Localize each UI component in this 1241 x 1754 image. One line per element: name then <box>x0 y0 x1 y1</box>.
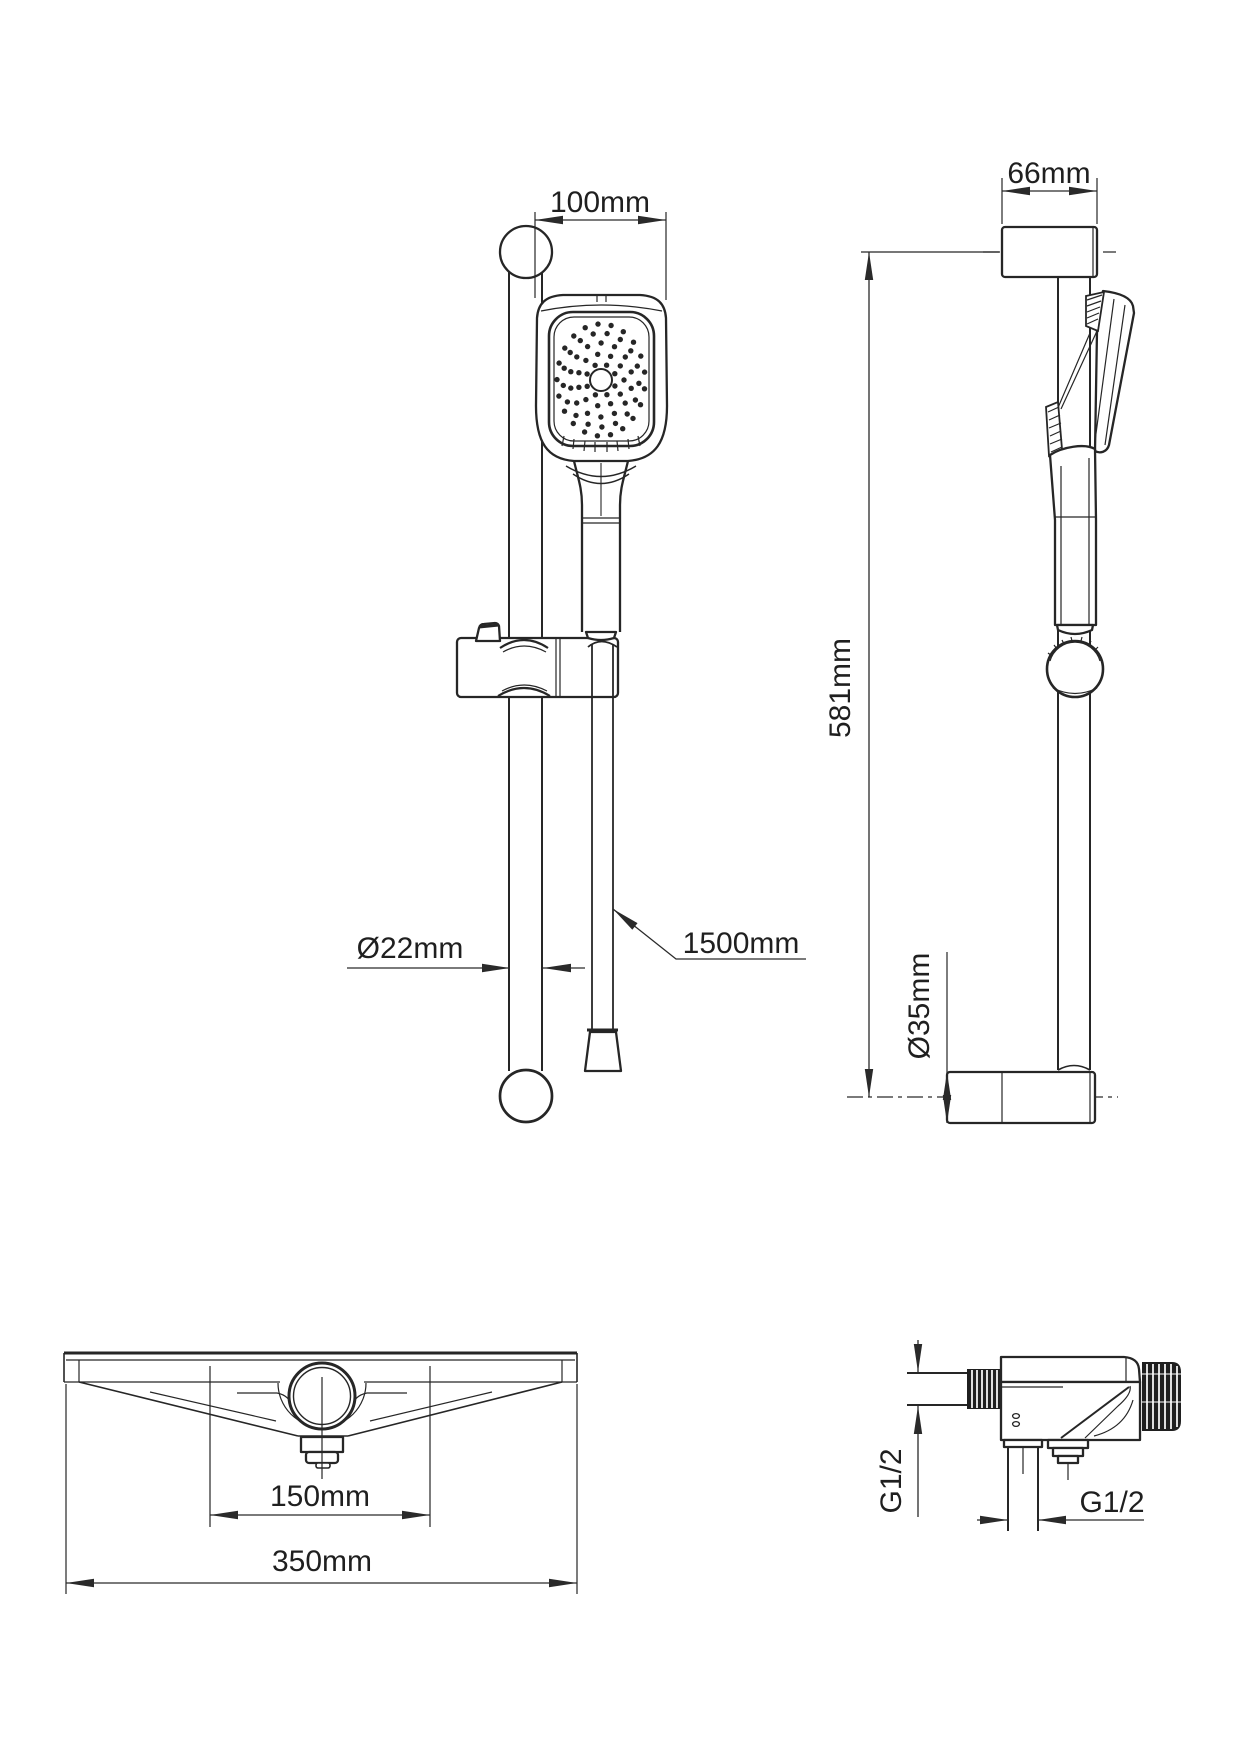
valve-top-slab <box>1001 1357 1140 1382</box>
front-view <box>347 186 806 1122</box>
dim-hose-length-label: 1500mm <box>682 927 800 960</box>
dim-bar-height-label: 581mm <box>824 637 857 739</box>
bottom-wall-bracket <box>947 1072 1095 1123</box>
valve-side-view <box>875 1340 1181 1531</box>
slider-ring-side <box>1047 637 1103 697</box>
dim-outlet-thread-label: G1/2 <box>1079 1486 1145 1519</box>
inlet-connector <box>907 1369 1000 1409</box>
holder-top-view <box>64 1353 577 1594</box>
dim-hose-length <box>613 909 806 960</box>
hand-shower-front <box>536 295 667 640</box>
dim-overall-width-label: 350mm <box>271 1545 373 1578</box>
dim-outlet-thread <box>977 1486 1145 1520</box>
top-wall-bracket <box>1002 227 1097 277</box>
outlet-stepped-fitting <box>1048 1440 1088 1480</box>
dim-bracket-width <box>1002 157 1097 224</box>
side-view <box>824 157 1134 1123</box>
outlet-pipe <box>1004 1440 1042 1531</box>
rail-top-end-cap <box>500 226 552 278</box>
dim-rail-diameter-label: Ø22mm <box>356 932 464 965</box>
knurled-knob <box>1142 1362 1181 1431</box>
center-nozzle <box>590 369 612 391</box>
handle-side-end-cap <box>1057 625 1093 634</box>
dim-bracket-width-label: 66mm <box>1007 157 1091 190</box>
shower-hose <box>585 642 621 1072</box>
dim-rail-diameter <box>347 932 585 968</box>
dim-hole-spacing-label: 150mm <box>269 1480 371 1513</box>
socket-fitting-tab <box>316 1463 330 1468</box>
dim-inlet-thread <box>875 1340 918 1517</box>
dim-inlet-thread-label: G1/2 <box>875 1448 908 1514</box>
valve-body <box>1001 1357 1140 1440</box>
dim-bracket-diameter-label: Ø35mm <box>903 952 936 1060</box>
dim-head-width <box>535 186 666 300</box>
rail-bottom-end-cap <box>500 1070 552 1122</box>
dim-head-width-label: 100mm <box>549 186 651 219</box>
hose-conical-nut <box>585 1032 621 1071</box>
handle-end-cap <box>586 632 616 640</box>
